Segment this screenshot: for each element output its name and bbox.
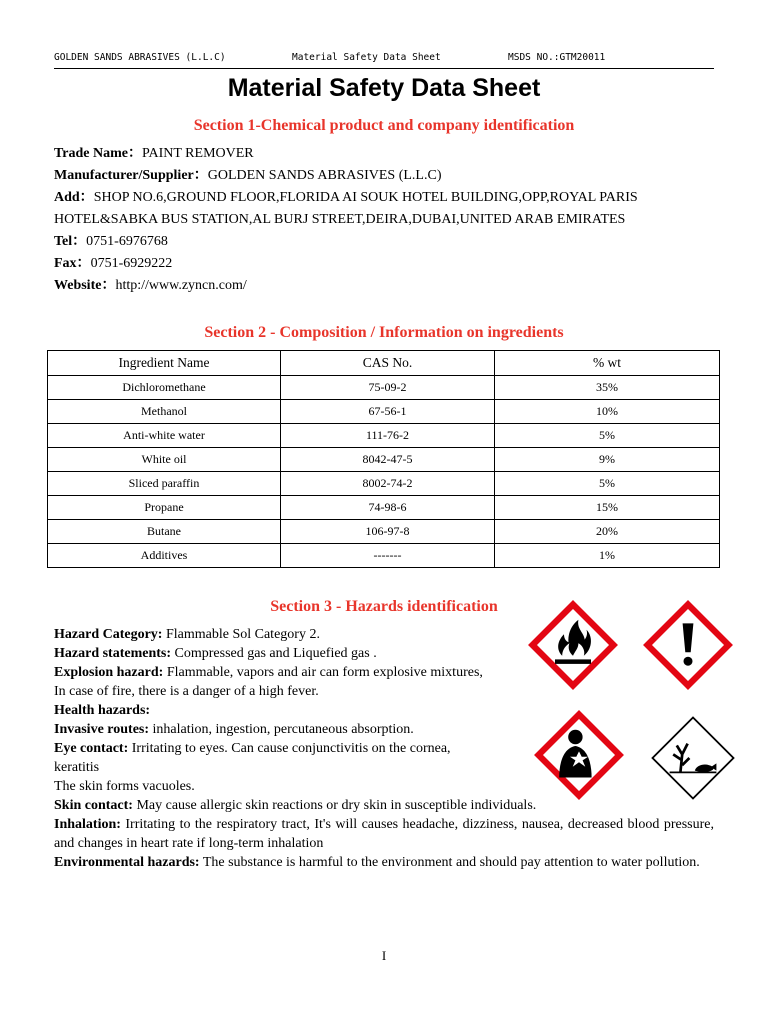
ingredient-name: Butane xyxy=(48,520,281,544)
weight-percent: 20% xyxy=(495,520,720,544)
hazard-statements-line xyxy=(54,644,524,663)
inhalation-paragraph xyxy=(54,815,714,853)
hazard-category-label: Hazard Category: xyxy=(54,627,163,642)
address-value-1: SHOP NO.6,GROUND FLOOR,FLORIDA AI SOUK HOTEL BUILDING,OPP,ROYAL PARIS xyxy=(93,190,638,205)
trade-name-label: Trade Name： xyxy=(54,146,142,161)
column-header: Ingredient Name xyxy=(48,351,281,376)
ingredient-name: Additives xyxy=(48,544,281,568)
address-value-2: HOTEL&SABKA BUS STATION,AL BURJ STREET,DEIRA,DUBAI,UNITED ARAB EMIRATES xyxy=(54,212,626,227)
weight-percent: 5% xyxy=(495,472,720,496)
environmental-paragraph xyxy=(54,853,714,872)
invasive-routes-value: inhalation, ingestion, percutaneous absorption. xyxy=(149,722,414,737)
table-row xyxy=(48,472,720,496)
ingredient-name: White oil xyxy=(48,448,281,472)
website-link[interactable]: http://www.zyncn.com/ xyxy=(115,278,247,293)
table-row xyxy=(48,400,720,424)
weight-percent: 5% xyxy=(495,424,720,448)
cas-number: 67-56-1 xyxy=(281,400,495,424)
table-header-row xyxy=(48,351,720,376)
ingredient-name: Methanol xyxy=(48,400,281,424)
cas-number: 75-09-2 xyxy=(281,376,495,400)
explosion-value: Flammable, vapors and air can form explosive mixtures, xyxy=(163,665,483,680)
weight-percent: 1% xyxy=(495,544,720,568)
explosion-line xyxy=(54,663,524,682)
health-hazards-line xyxy=(54,701,524,720)
section3-heading: Section 3 - Hazards identification xyxy=(270,598,498,615)
skin-contact-value: May cause allergic skin reactions or dry skin in susceptible individuals. xyxy=(132,798,537,813)
column-header: % wt xyxy=(495,351,720,376)
weight-percent: 35% xyxy=(495,376,720,400)
inhalation-value: Irritating to the respiratory tract, It's will causes headache, dizziness, nausea, decreased blood pressure, and changes in heart rate if long-term inhalation xyxy=(54,817,714,851)
invasive-routes-line xyxy=(54,720,524,739)
ingredient-name: Propane xyxy=(48,496,281,520)
hazard-statements-value: Compressed gas and Liquefied gas . xyxy=(171,646,377,661)
address-line-1 xyxy=(54,189,638,207)
fax-line xyxy=(54,255,172,273)
eye-contact-label: Eye contact: xyxy=(54,741,129,756)
header-company: GOLDEN SANDS ABRASIVES (L.L.C) xyxy=(54,52,226,63)
header-divider xyxy=(54,68,714,69)
manufacturer-label: Manufacturer/Supplier： xyxy=(54,168,208,183)
cas-number: ------- xyxy=(281,544,495,568)
environment-pictogram-icon xyxy=(648,713,738,803)
eye-contact-value: Irritating to eyes. Can cause conjunctivitis on the cornea, xyxy=(128,741,451,756)
health-hazard-pictogram-icon xyxy=(534,710,624,800)
cas-number: 106-97-8 xyxy=(281,520,495,544)
skin-vacuoles-line: The skin forms vacuoles. xyxy=(54,779,195,794)
address-label: Add： xyxy=(54,190,94,205)
column-header: CAS No. xyxy=(281,351,495,376)
eye-contact-line-2: keratitis xyxy=(54,760,100,775)
fax-label: Fax： xyxy=(54,256,91,271)
tel-label: Tel： xyxy=(54,234,87,249)
table-row xyxy=(48,544,720,568)
manufacturer-line xyxy=(54,167,441,185)
cas-number: 74-98-6 xyxy=(281,496,495,520)
ingredients-table xyxy=(47,350,720,568)
flame-pictogram-icon xyxy=(528,600,618,690)
page-number: I xyxy=(381,948,387,963)
address-line-2 xyxy=(54,211,625,229)
inhalation-label: Inhalation: xyxy=(54,817,121,832)
page-title: Material Safety Data Sheet xyxy=(227,74,541,102)
table-row xyxy=(48,376,720,400)
eye-contact-line xyxy=(54,739,524,758)
section1-heading: Section 1-Chemical product and company identification xyxy=(193,117,575,134)
weight-percent: 9% xyxy=(495,448,720,472)
ingredient-name: Dichloromethane xyxy=(48,376,281,400)
hazard-statements-label: Hazard statements: xyxy=(54,646,172,661)
health-hazards-label: Health hazards: xyxy=(54,703,151,718)
tel-line xyxy=(54,233,168,251)
manufacturer-value: GOLDEN SANDS ABRASIVES (L.L.C) xyxy=(207,168,442,183)
ingredient-name: Sliced paraffin xyxy=(48,472,281,496)
table-row xyxy=(48,496,720,520)
explosion-line-2: In case of fire, there is a danger of a high fever. xyxy=(54,684,319,699)
hazard-category-line xyxy=(54,625,524,644)
trade-name-value: PAINT REMOVER xyxy=(142,146,254,161)
table-row xyxy=(48,424,720,448)
hazard-category-value: Flammable Sol Category 2. xyxy=(162,627,320,642)
tel-value: 0751-6976768 xyxy=(86,234,168,249)
cas-number: 111-76-2 xyxy=(281,424,495,448)
header-doc-name: Material Safety Data Sheet xyxy=(292,52,441,63)
invasive-routes-label: Invasive routes: xyxy=(54,722,150,737)
exclamation-pictogram-icon xyxy=(643,600,733,690)
cas-number: 8042-47-5 xyxy=(281,448,495,472)
trade-name-line xyxy=(54,145,254,163)
weight-percent: 10% xyxy=(495,400,720,424)
website-label: Website： xyxy=(54,278,116,293)
table-row xyxy=(48,520,720,544)
ingredient-name: Anti-white water xyxy=(48,424,281,448)
cas-number: 8002-74-2 xyxy=(281,472,495,496)
header-msds-no: MSDS NO.:GTM20011 xyxy=(508,52,606,63)
running-header xyxy=(54,52,714,68)
weight-percent: 15% xyxy=(495,496,720,520)
explosion-label: Explosion hazard: xyxy=(54,665,164,680)
fax-value: 0751-6929222 xyxy=(90,256,173,271)
table-row xyxy=(48,448,720,472)
skin-contact-label: Skin contact: xyxy=(54,798,133,813)
environmental-value: The substance is harmful to the environment and should pay attention to water pollution. xyxy=(199,855,700,870)
website-line xyxy=(54,277,247,295)
environmental-label: Environmental hazards: xyxy=(54,855,200,870)
section2-heading: Section 2 - Composition / Information on ingredients xyxy=(204,324,564,341)
